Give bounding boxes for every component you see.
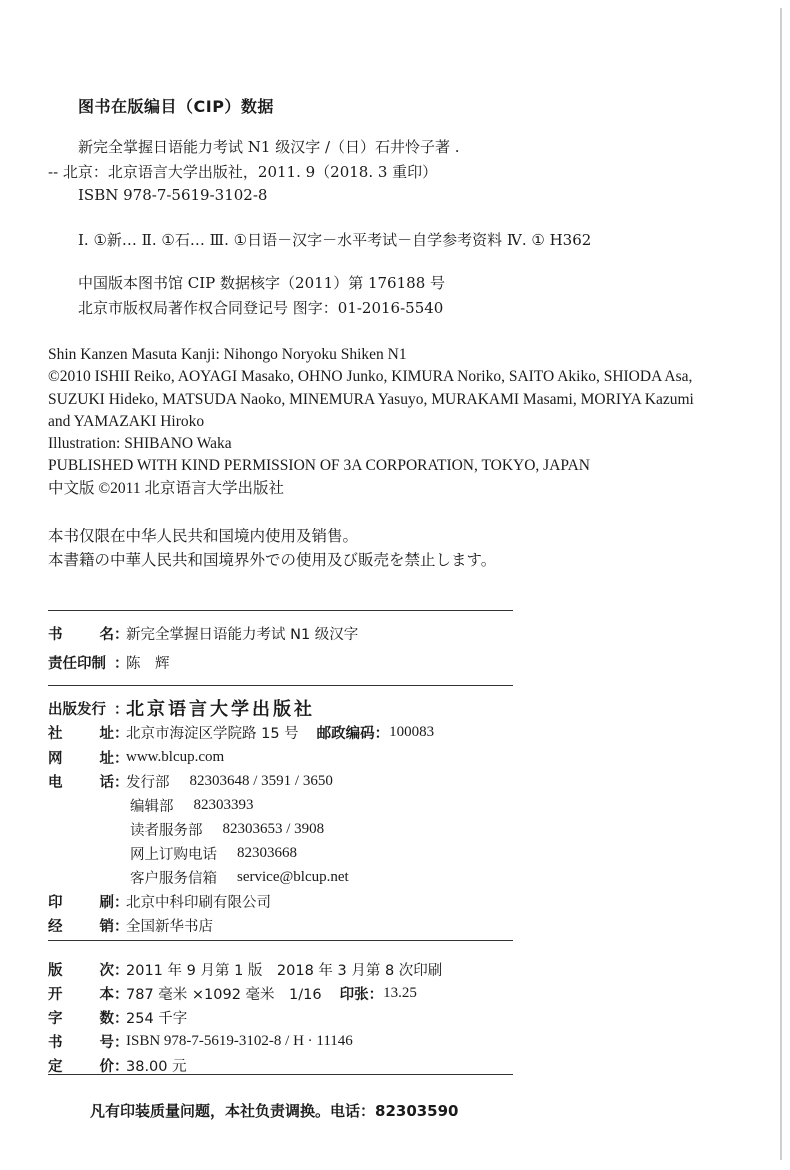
divider <box>48 610 513 611</box>
divider <box>48 1074 513 1075</box>
book-title-value: 新完全掌握日语能力考试 N1 级汉字 <box>126 626 359 643</box>
field-label: 网 址 <box>48 750 114 767</box>
edition-row: 版 次 ： 2011 年 9 月第 1 版 2018 年 3 月第 8 次印刷 <box>48 958 442 980</box>
field-label: 责任印制 <box>48 655 106 672</box>
phone-dept-name: 发行部 <box>126 774 170 791</box>
phone-dept-name: 编辑部 <box>130 798 174 815</box>
copyright-line: SUZUKI Hideko, MATSUDA Naoko, MINEMURA Yasuyo, MURAKAMI Masami, MORIYA Kazumi <box>48 390 694 408</box>
edition-value: 2011 年 9 月第 1 版 2018 年 3 月第 8 次印刷 <box>126 962 443 979</box>
field-label: 书 号 <box>48 1034 114 1051</box>
publisher-row: 出版发行 ： 北京语言大学出版社 <box>48 697 315 719</box>
isbn-value: ISBN 978-7-5619-3102-8 / H · 11146 <box>126 1032 353 1049</box>
field-label: 社 址 <box>48 725 114 742</box>
field-label: 书 名 <box>48 626 114 643</box>
cip-line-publisher: -- 北京：北京语言大学出版社，2011. 9（2018. 3 重印） <box>48 163 438 181</box>
book-title-row: 书 名 ： 新完全掌握日语能力考试 N1 级汉字 <box>48 622 358 644</box>
phone-dept-name: 读者服务部 <box>130 822 203 839</box>
sales-notice-cn: 本书仅限在中华人民共和国境内使用及销售。 <box>48 527 359 545</box>
sales-notice-jp: 本書籍の中華人民共和国境界外での使用及び販売を禁止します。 <box>48 551 497 569</box>
postcode-value: 100083 <box>389 723 435 740</box>
divider <box>48 685 513 686</box>
cip-line-title-author: 新完全掌握日语能力考试 N1 级汉字 /（日）石井怜子著 . <box>78 138 460 156</box>
publisher-name-logo: 北京语言大学出版社 <box>126 699 315 720</box>
sheets-label: 印张： <box>339 986 384 1003</box>
phone-sub-row <box>130 818 324 840</box>
address-row: 社 址 ： 北京市海淀区学院路 15 号 邮政编码： 100083 <box>48 723 435 742</box>
address-value: 北京市海淀区学院路 15 号 <box>126 725 299 742</box>
field-label: 定 价 <box>48 1058 114 1075</box>
field-label: 开 本 <box>48 986 114 1003</box>
format-value: 787 毫米 ×1092 毫米 1/16 <box>126 986 322 1003</box>
copyright-line: and YAMAZAKI Hiroko <box>48 412 205 430</box>
quality-notice-footer: 凡有印装质量问题，本社负责调换。电话：82303590 <box>90 1102 459 1120</box>
printer-value: 北京中科印刷有限公司 <box>126 894 271 911</box>
word-count-value: 254 千字 <box>126 1010 188 1027</box>
cip-title: 图书在版编目（CIP）数据 <box>78 97 274 116</box>
divider <box>48 940 513 941</box>
website-row: 网 址 ： www.blcup.com <box>48 748 225 767</box>
printer-row: 印 刷 ： 北京中科印刷有限公司 <box>48 890 271 912</box>
cip-line-classification: Ⅰ. ①新… Ⅱ. ①石… Ⅲ. ①日语－汉字－水平考试－自学参考资料 Ⅳ. ① H362 <box>78 231 592 249</box>
copyright-line: Illustration: SHIBANO Waka <box>48 435 232 453</box>
website-link[interactable]: www.blcup.com <box>126 748 225 765</box>
sales-notice <box>48 524 496 572</box>
print-manager-value: 陈 辉 <box>126 655 170 672</box>
phone-dept-value: 82303393 <box>193 796 254 813</box>
distributor-row: 经 销 ： 全国新华书店 <box>48 914 213 936</box>
sheets-value: 13.25 <box>383 984 417 1001</box>
postcode-label: 邮政编码： <box>316 725 390 742</box>
copyright-line: PUBLISHED WITH KIND PERMISSION OF 3A CORPORATION, TOKYO, JAPAN <box>48 457 590 475</box>
field-label: 电 话 <box>48 774 114 791</box>
price-row: 定 价 ： 38.00 元 <box>48 1054 187 1076</box>
price-value: 38.00 元 <box>126 1058 187 1075</box>
field-label: 版 次 <box>48 962 114 979</box>
service-email-link[interactable]: service@blcup.net <box>237 868 349 885</box>
phone-sub-row <box>130 866 349 888</box>
phone-dept-value: 82303648 / 3591 / 3650 <box>189 772 333 789</box>
copyright-line: ©2010 ISHII Reiko, AOYAGI Masako, OHNO Junko, KIMURA Noriko, SAITO Akiko, SHIODA Asa, <box>48 368 693 386</box>
phone-dept-name: 客户服务信箱 <box>130 870 217 887</box>
cip-line-data-number: 中国版本图书馆 CIP 数据核字（2011）第 176188 号 <box>78 274 446 292</box>
copyright-line: Shin Kanzen Masuta Kanji: Nihongo Noryoku Shiken N1 <box>48 346 407 363</box>
cip-line-copyright-reg: 北京市版权局著作权合同登记号 图字：01-2016-5540 <box>78 299 444 317</box>
phone-dept-value: 82303668 <box>237 844 297 861</box>
phone-dept-value: 82303653 / 3908 <box>222 820 325 837</box>
copyright-block <box>48 344 778 500</box>
field-label: 字 数 <box>48 1010 114 1027</box>
phone-dept-name: 网上订购电话 <box>130 846 217 863</box>
copyright-line: 中文版 ©2011 北京语言大学出版社 <box>48 479 284 497</box>
field-label: 出版发行 <box>48 701 106 718</box>
print-manager-row: 责任印制 ： 陈 辉 <box>48 651 170 673</box>
field-label: 印 刷 <box>48 894 114 911</box>
phone-sub-row <box>130 794 254 816</box>
phone-row: 电 话 ： 发行部 82303648 / 3591 / 3650 <box>48 772 333 791</box>
cip-line-isbn: ISBN 978-7-5619-3102-8 <box>78 186 268 204</box>
isbn-row: 书 号 ： ISBN 978-7-5619-3102-8 / H · 11146 <box>48 1032 353 1051</box>
format-row: 开 本 ： 787 毫米 ×1092 毫米 1/16 印张： 13.25 <box>48 984 417 1003</box>
distributor-value: 全国新华书店 <box>126 918 213 935</box>
field-label: 经 销 <box>48 918 114 935</box>
phone-sub-row <box>130 842 297 864</box>
word-count-row: 字 数 ： 254 千字 <box>48 1006 187 1028</box>
